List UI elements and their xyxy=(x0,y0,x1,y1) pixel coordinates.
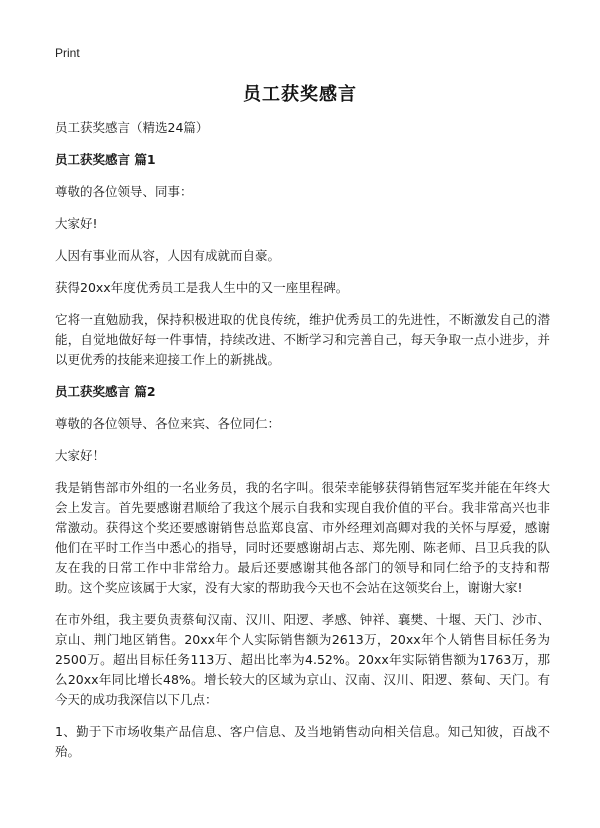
paragraph: 尊敬的各位领导、各位来宾、各位同仁： xyxy=(55,416,281,431)
section-heading-2: 员工获奖感言 篇2 xyxy=(55,384,156,399)
paragraph: 大家好！ xyxy=(55,448,106,463)
paragraph: 1、勤于下市场收集产品信息、客户信息、及当地销售动向相关信息。知己知彼，百战不殆。 xyxy=(55,724,550,759)
paragraph: 获得20xx年度优秀员工是我人生中的又一座里程碑。 xyxy=(55,280,349,295)
paragraph: 尊敬的各位领导、同事： xyxy=(55,184,193,199)
document-subtitle: 员工获奖感言（精选24篇） xyxy=(55,120,209,135)
paragraph: 我是销售部市外组的一名业务员，我的名字叫。很荣幸能够获得销售冠军奖并能在年终大会上发言。首先要感谢君顺给了我这个展示自我和实现自我价值的平台。我非常高兴也非常激动。获得这个奖还要感谢销售总监郑良富、市外经理刘高卿对我的关怀与厚爱，感谢他们在平时工作当中悉心的指导，同时还要感谢胡占志、郑先刚、陈老师、吕卫兵我的队友在我的日常工作中非常给力。最后还要感谢其他各部门的领导和同仁给予的支持和帮助。这个奖应该属于大家，没有大家的帮助我今天也不会站在这领奖台上，谢谢大家! xyxy=(55,480,550,595)
print-label: Print xyxy=(55,46,80,60)
paragraph: 它将一直勉励我，保持积极进取的优良传统，维护优秀员工的先进性，不断激发自己的潜能，自觉地做好每一件事情，持续改进、不断学习和完善自己，每天争取一点小进步，并以更优秀的技能来迎接工作上的新挑战。 xyxy=(55,312,550,367)
section-heading-1: 员工获奖感言 篇1 xyxy=(55,152,156,167)
paragraph: 大家好! xyxy=(55,216,98,231)
paragraph: 人因有事业而从容，人因有成就而自豪。 xyxy=(55,248,281,263)
document-body xyxy=(55,118,550,774)
paragraph: 在市外组，我主要负责蔡甸汉南、汉川、阳逻、孝感、钟祥、襄樊、十堰、天门、沙市、京山、荆门地区销售。20xx年个人实际销售额为2613万，20xx年个人销售目标任务为2500万。超出目标任务113万、超出比率为4.52%。20xx年实际销售额为1763万，那么20xx年同比增长48%。增长较大的区域为京山、汉南、汉川、阳逻、蔡甸、天门。有今天的成功我深信以下几点： xyxy=(55,612,550,707)
document-title: 员工获奖感言 xyxy=(243,84,357,105)
